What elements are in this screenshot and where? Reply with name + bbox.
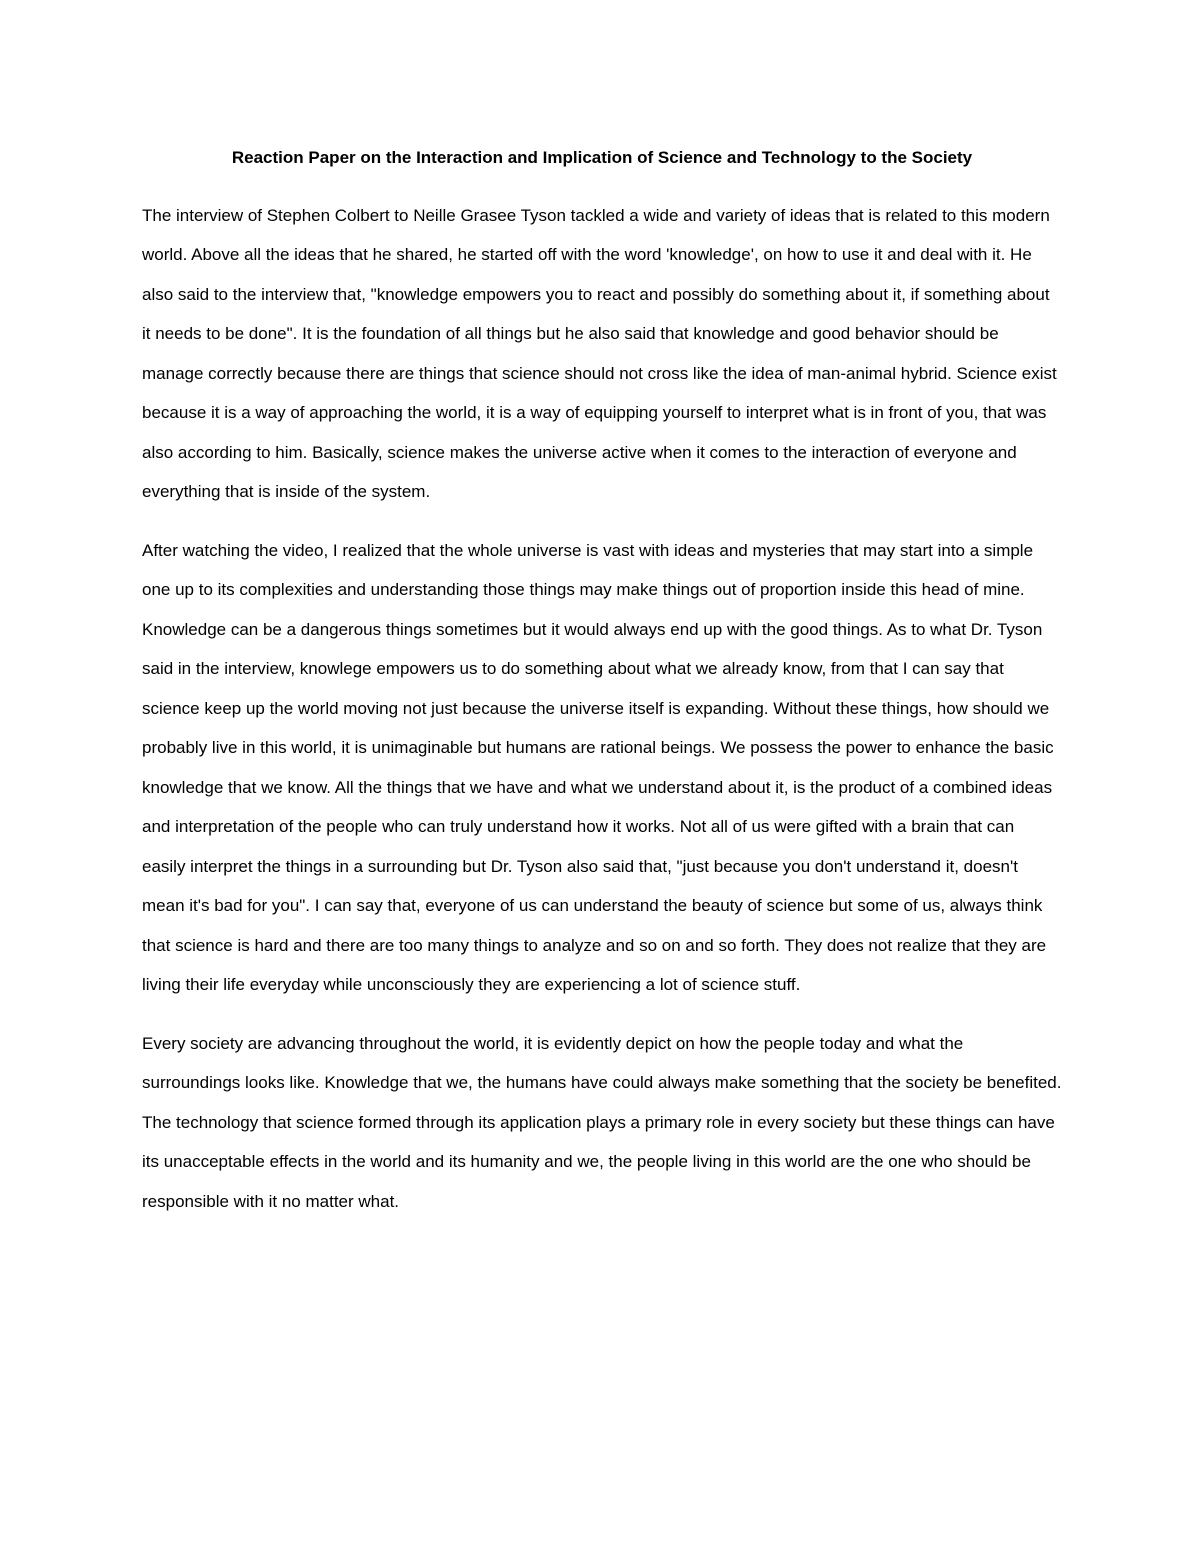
paragraph-2: After watching the video, I realized that the whole universe is vast with ideas and mysteries that may start into a simple one up to its complexities and understanding those things may make things out of proportion inside this head of mine. Knowledge can be a dangerous things sometimes but it would always end up with the good things. As to what Dr. Tyson said in the interview, knowlege empowers us to do something about what we already know, from that I can say that science keep up the world moving not just because the universe itself is expanding. Without these things, how should we probably live in this world, it is unimaginable but humans are rational beings. We possess the power to enhance the basic knowledge that we know. All the things that we have and what we understand about it, is the product of a combined ideas and interpretation of the people who can truly understand how it works. Not all of us were gifted with a brain that can easily interpret the things in a surrounding but Dr. Tyson also said that, "just because you don't understand it, doesn't mean it's bad for you". I can say that, everyone of us can understand the beauty of science but some of us, always think that science is hard and there are too many things to analyze and so on and so forth. They does not realize that they are living their life everyday while unconsciously they are experiencing a lot of science stuff. xyxy=(142,540,1054,994)
paragraph-3: Every society are advancing throughout the world, it is evidently depict on how the people today and what the surroundings looks like. Knowledge that we, the humans have could always make something that the society be benefited. The technology that science formed through its application plays a primary role in every society but these things can have its unacceptable effects in the world and its humanity and we, the people living in this world are the one who should be responsible with it no matter what. xyxy=(142,1033,1062,1211)
document-title: Reaction Paper on the Interaction and Implication of Science and Technology to the Society xyxy=(231,148,973,167)
document-body xyxy=(142,138,1062,1240)
paragraph-1: The interview of Stephen Colbert to Neille Grasee Tyson tackled a wide and variety of ideas that is related to this modern world. Above all the ideas that he shared, he started off with the word 'knowledge', on how to use it and deal with it. He also said to the interview that, "knowledge empowers you to react and possibly do something about it, if something about it needs to be done". It is the foundation of all things but he also said that knowledge and good behavior should be manage correctly because there are things that science should not cross like the idea of man-animal hybrid. Science exist because it is a way of approaching the world, it is a way of equipping yourself to interpret what is in front of you, that was also according to him. Basically, science makes the universe active when it comes to the interaction of everyone and everything that is inside of the system. xyxy=(142,205,1057,501)
